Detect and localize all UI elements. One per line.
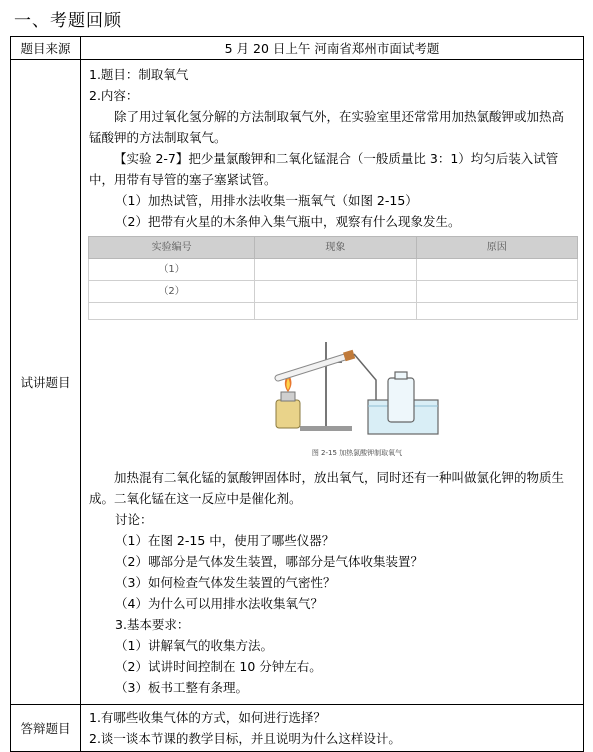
- discussion-q3: （3）如何检查气体发生装置的气密性？: [115, 575, 336, 590]
- requirement-3: （3）板书工整有条理。: [115, 680, 248, 695]
- header-phenomenon: 现象: [255, 237, 416, 259]
- table-cell: （1）: [89, 259, 255, 281]
- experiment-table-header: [89, 237, 578, 259]
- figure-caption: 图 2-15 加热氯酸钾制取氧气: [311, 449, 403, 457]
- source-row: [11, 37, 584, 60]
- source-label: 题目来源: [11, 37, 81, 60]
- requirement-1: （1）讲解氧气的收集方法。: [115, 638, 273, 653]
- qa-label: 答辩题目: [11, 705, 81, 752]
- section-heading: 一、考题回顾: [14, 11, 122, 31]
- source-value: 5 月 20 日上午 河南省郑州市面试考题: [81, 37, 584, 60]
- experiment-table: [88, 236, 578, 320]
- trial-content: [81, 60, 584, 705]
- qa-question-1: 1.有哪些收集气体的方式，如何进行选择？: [89, 710, 326, 725]
- table-row: [89, 303, 578, 320]
- discussion-q4: （4）为什么可以用排水法收集氧气？: [115, 596, 323, 611]
- header-exp-number: 实验编号: [89, 237, 255, 259]
- table-row: [89, 281, 578, 303]
- table-row: [89, 259, 578, 281]
- discussion-q2: （2）哪部分是气体发生装置，哪部分是气体收集装置？: [115, 554, 423, 569]
- table-cell: [416, 259, 577, 281]
- exam-table: [10, 36, 584, 752]
- requirements-title: 3.基本要求：: [115, 617, 190, 632]
- table-cell: [416, 281, 577, 303]
- trial-label: 试讲题目: [11, 60, 81, 705]
- qa-question-2: 2.谈一谈本节课的教学目标，并且说明为什么这样设计。: [89, 731, 401, 746]
- table-cell: [255, 281, 416, 303]
- table-cell: [416, 303, 577, 320]
- header-reason: 原因: [416, 237, 577, 259]
- discussion-title: 讨论：: [115, 512, 153, 527]
- trial-row: [11, 60, 584, 705]
- content-title: 2.内容：: [89, 88, 139, 103]
- table-cell: [89, 303, 255, 320]
- table-cell: （2）: [89, 281, 255, 303]
- oxygen-apparatus-illustration: [272, 334, 442, 439]
- paragraph-1: 除了用过氧化氢分解的方法制取氧气外，在实验室里还常常用加热氯酸钾或加热高锰酸钾的方法制取氧气。: [89, 109, 565, 145]
- discussion-q1: （1）在图 2-15 中，使用了哪些仪器？: [115, 533, 335, 548]
- requirement-2: （2）试讲时间控制在 10 分钟左右。: [115, 659, 322, 674]
- qa-content: [81, 705, 584, 752]
- topic-line: 1.题目：制取氧气: [89, 67, 189, 82]
- paragraph-3: 加热混有二氧化锰的氯酸钾固体时，放出氧气，同时还有一种叫做氯化钾的物质生成。二氧化锰在这一反应中是催化剂。: [89, 470, 565, 506]
- paragraph-2: 【实验 2-7】把少量氯酸钾和二氧化锰混合（一般质量比 3：1）均匀后装入试管中，用带有导管的塞子塞紧试管。: [89, 151, 559, 187]
- apparatus-figure: [267, 334, 447, 464]
- table-cell: [255, 303, 416, 320]
- qa-row: [11, 705, 584, 752]
- step-2: （2）把带有火星的木条伸入集气瓶中，观察有什么现象发生。: [115, 214, 461, 229]
- step-1: （1）加热试管，用排水法收集一瓶氧气（如图 2-15）: [115, 193, 418, 208]
- table-cell: [255, 259, 416, 281]
